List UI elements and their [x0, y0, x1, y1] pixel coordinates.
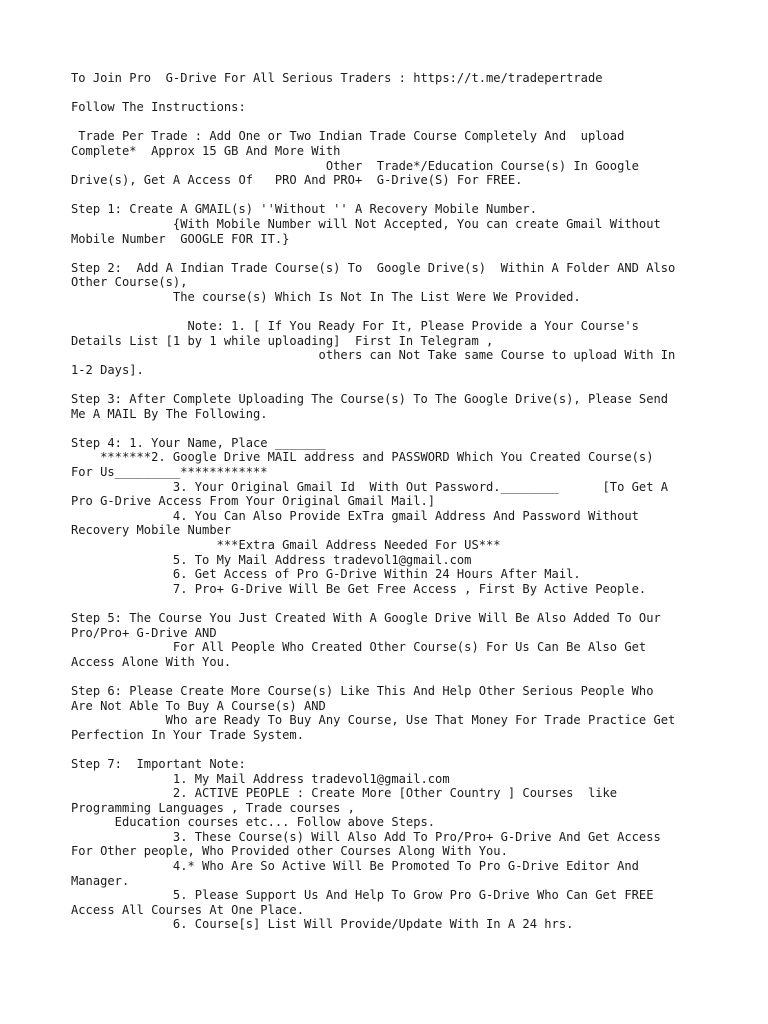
text-line: Step 1: Create A GMAIL(s) ''Without '' A Recovery Mobile Number.: [71, 202, 537, 217]
text-line: Me A MAIL By The Following.: [71, 406, 268, 421]
text-line: [71, 246, 711, 261]
text-line: Step 3: After Complete Uploading The Course(s) To The Google Drive(s), Please Send: [71, 392, 669, 407]
document-body: [71, 71, 711, 932]
text-line: 4. You Can Also Provide ExTra gmail Address And Password Without: [71, 508, 639, 523]
text-line: For Us_________************: [71, 465, 268, 480]
text-line: Details List [1 by 1 while uploading] First In Telegram ,: [71, 333, 494, 348]
text-line: 5. To My Mail Address tradevol1@gmail.com: [71, 552, 472, 567]
text-line: Access All Courses At One Place.: [71, 902, 304, 917]
text-line: [71, 669, 711, 684]
text-line: For All People Who Created Other Course(s) For Us Can Be Also Get: [71, 640, 647, 655]
text-line: To Join Pro G-Drive For All Serious Traders : https://t.me/tradepertrade: [71, 71, 603, 85]
text-line: Step 7: Important Note:: [71, 756, 246, 771]
text-line: 6. Course[s] List Will Provide/Update With In A 24 hrs.: [71, 917, 574, 932]
text-line: [71, 421, 711, 436]
text-line: [71, 305, 711, 320]
text-line: Pro/Pro+ G-Drive AND: [71, 625, 217, 640]
text-line: [71, 742, 711, 757]
text-line: *******2. Google Drive MAIL address and PASSWORD Which You Created Course(s): [71, 450, 654, 465]
text-line: Pro G-Drive Access From Your Original Gmail Mail.]: [71, 494, 436, 509]
text-line: 4.* Who Are So Active Will Be Promoted To Pro G-Drive Editor And: [71, 859, 639, 874]
text-line: Manager.: [71, 873, 130, 888]
text-line: [71, 115, 711, 130]
text-line: Step 4: 1. Your Name, Place _______: [71, 435, 326, 450]
text-line: Recovery Mobile Number: [71, 523, 232, 538]
text-line: Are Not Able To Buy A Course(s) AND: [71, 698, 326, 713]
text-line: 7. Pro+ G-Drive Will Be Get Free Access , First By Active People.: [71, 581, 647, 596]
text-line: Perfection In Your Trade System.: [71, 727, 304, 742]
text-line: Follow The Instructions:: [71, 100, 246, 115]
text-line: Other Trade*/Education Course(s) In Google: [71, 158, 639, 173]
text-line: {With Mobile Number will Not Accepted, You can create Gmail Without: [71, 216, 661, 231]
text-line: Step 2: Add A Indian Trade Course(s) To Google Drive(s) Within A Folder AND Also: [71, 260, 676, 275]
text-line: ***Extra Gmail Address Needed For US***: [71, 538, 501, 552]
text-line: 3. These Course(s) Will Also Add To Pro/Pro+ G-Drive And Get Access: [71, 829, 661, 844]
text-line: 2. ACTIVE PEOPLE : Create More [Other Country ] Courses like: [71, 786, 618, 801]
text-line: [71, 86, 711, 101]
text-line: others can Not Take same Course to upload With In: [71, 348, 676, 363]
text-line: Step 5: The Course You Just Created With A Google Drive Will Be Also Added To Our: [71, 610, 661, 625]
text-line: Trade Per Trade : Add One or Two Indian Trade Course Completely And upload: [71, 129, 625, 144]
text-line: 1. My Mail Address tradevol1@gmail.com: [71, 771, 450, 786]
text-line: For Other people, Who Provided other Courses Along With You.: [71, 844, 508, 859]
text-line: The course(s) Which Is Not In The List Were We Provided.: [71, 289, 581, 304]
text-line: [71, 188, 711, 203]
text-line: [71, 596, 711, 611]
text-line: 5. Please Support Us And Help To Grow Pro G-Drive Who Can Get FREE: [71, 888, 654, 903]
text-line: Education courses etc... Follow above Steps.: [71, 815, 436, 830]
text-line: [71, 377, 711, 392]
text-line: Other Course(s),: [71, 275, 188, 290]
text-line: Drive(s), Get A Access Of PRO And PRO+ G-Drive(S) For FREE.: [71, 173, 523, 188]
text-line: Access Alone With You.: [71, 654, 232, 669]
text-line: 3. Your Original Gmail Id With Out Password.________ [To Get A: [71, 479, 669, 494]
text-line: 1-2 Days].: [71, 362, 144, 377]
text-line: Note: 1. [ If You Ready For It, Please Provide a Your Course's: [71, 319, 639, 334]
text-line: Complete* Approx 15 GB And More With: [71, 143, 341, 158]
text-line: Mobile Number GOOGLE FOR IT.}: [71, 231, 290, 246]
text-line: Step 6: Please Create More Course(s) Like This And Help Other Serious People Who: [71, 683, 654, 698]
text-line: 6. Get Access of Pro G-Drive Within 24 Hours After Mail.: [71, 567, 581, 582]
text-line: Programming Languages , Trade courses ,: [71, 800, 355, 815]
text-line: Who are Ready To Buy Any Course, Use That Money For Trade Practice Get: [71, 713, 676, 728]
